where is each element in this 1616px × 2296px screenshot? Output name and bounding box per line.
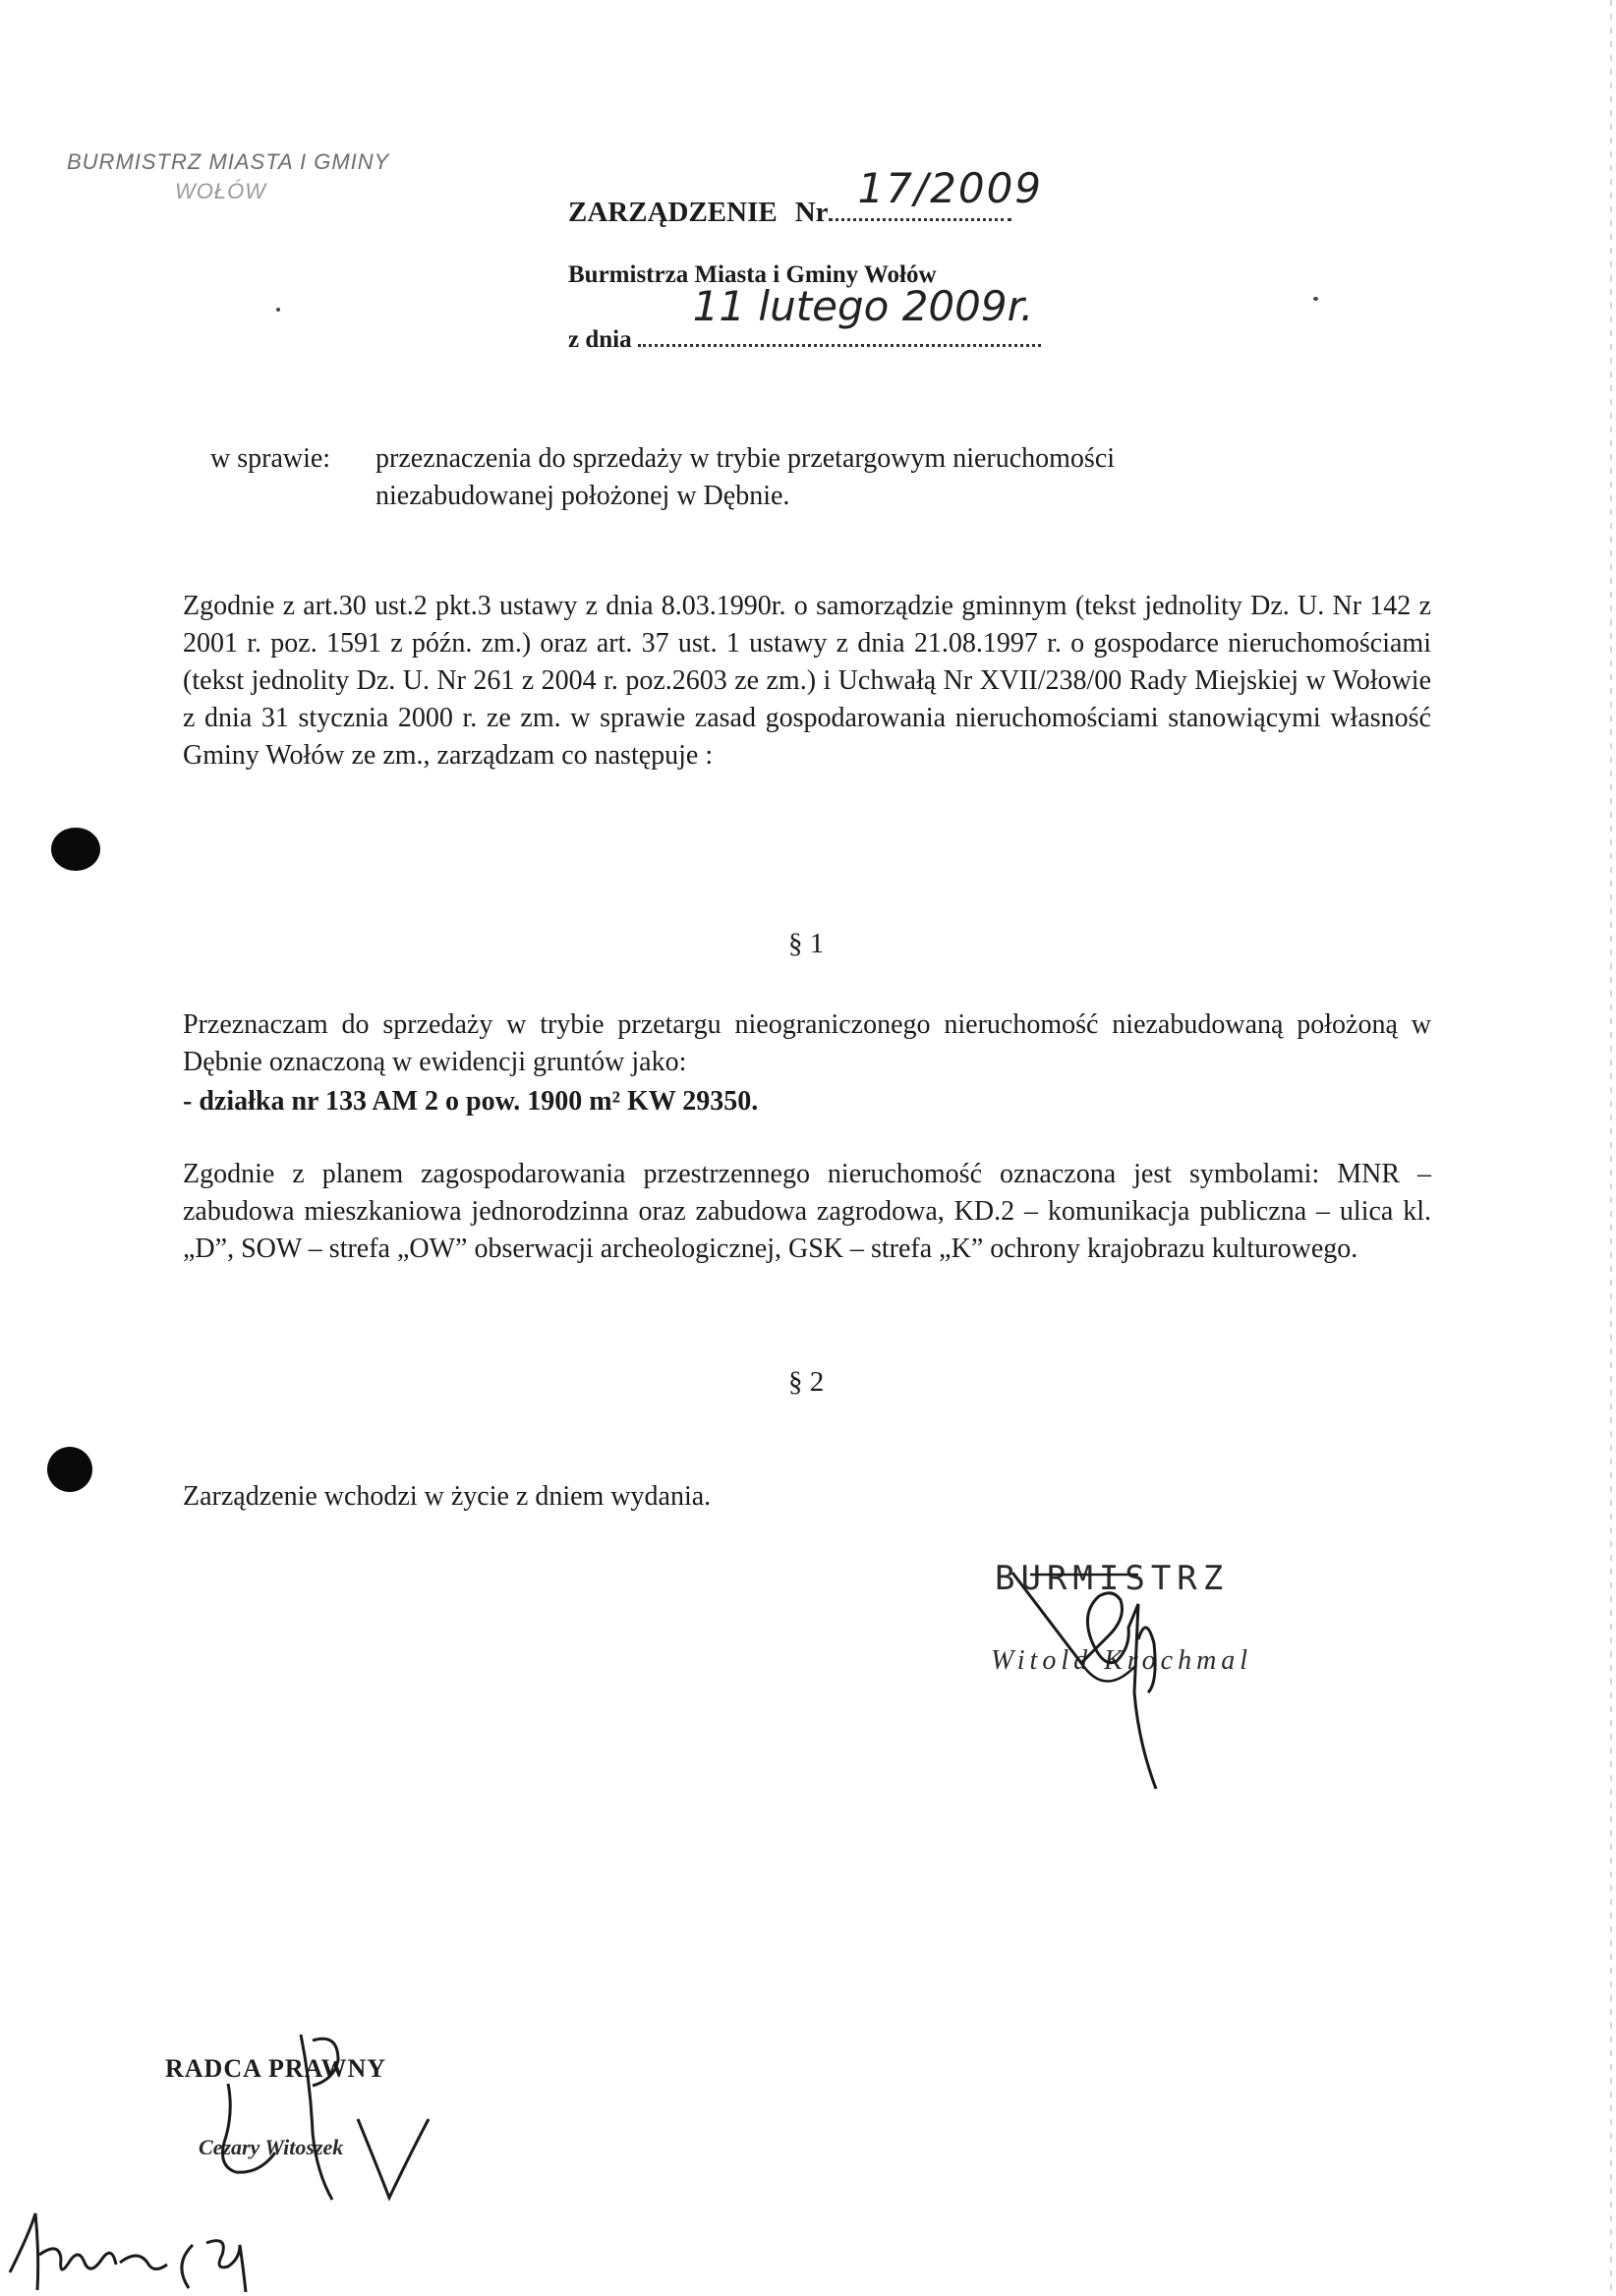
- section-1-parcel: - działka nr 133 AM 2 o pow. 1900 m² KW 29350.: [183, 1086, 759, 1117]
- burmistrz-role: BURMISTRZ: [995, 1559, 1230, 1598]
- radca-name: Cezary Witoszek: [199, 2135, 344, 2159]
- preamble: Zgodnie z art.30 ust.2 pkt.3 ustawy z dnia 8.03.1990r. o samorządzie gminnym (tekst jednolity Dz. U. Nr 142 z 2001 r. poz. 1591 z późn. zm.) oraz art. 37 ust. 1 ustawy z dnia 21.08.1997 r. o gospodarce nieruchomościami (tekst jednolity Dz. U. Nr 261 z 2004 r. poz.2603 ze zm.) i Uchwałą Nr XVII/238/00 Rady Miejskiej w Wołowie z dnia 31 stycznia 2000 r. ze zm. w sprawie zasad gospodarowania nieruchomościami stanowiącymi własność Gminy Wołów ze zm., zarządzam co następuje :: [183, 591, 1431, 771]
- scan-speck: [276, 308, 280, 312]
- section-1-plan: Zgodnie z planem zagospodarowania przestrzennego nieruchomość oznaczona jest symbolami: MNR – zabudowa mieszkaniowa jednorodzinna oraz zabudowa zagrodowa, KD.2 – komunikacja publiczna – ulica kl. „D”, SOW – strefa „OW” obserwacji archeologicznej, GSK – strefa „K” ochrony krajobrazu kulturowego.: [183, 1159, 1431, 1264]
- date-row: [568, 282, 1041, 358]
- subject-text: przeznaczenia do sprzedaży w trybie przetargowym nieruchomości niezabudowanej położonej w Dębnie.: [375, 443, 1116, 511]
- handwritten-date: 11 lutego 2009r.: [692, 282, 1034, 330]
- radca-role: RADCA PRAWNY: [165, 2054, 387, 2083]
- date-label: z dnia: [568, 326, 632, 353]
- section-2-sign: § 2: [788, 1366, 825, 1398]
- punch-hole: [51, 828, 100, 871]
- document-title: ZARZĄDZENIE: [568, 197, 778, 228]
- title-row: [568, 164, 1044, 232]
- handwritten-number: 17/2009: [857, 164, 1044, 212]
- burmistrz-signature-stamp: [991, 1545, 1345, 1801]
- number-field: [829, 164, 1044, 221]
- document-header: [568, 164, 1044, 358]
- scan-edge-artifact: [1610, 0, 1612, 2296]
- section-1-intro: Przeznaczam do sprzedaży w trybie przetargu nieograniczonego nieruchomość niezabudowaną położoną w Dębnie oznaczoną w ewidencji gruntów jako:: [183, 1009, 1431, 1077]
- office-stamp-line2: WOŁÓW: [175, 179, 266, 203]
- initials-icon: [0, 2194, 295, 2296]
- burmistrz-signature-icon: [991, 1545, 1345, 1801]
- office-stamp: [67, 147, 389, 206]
- burmistrz-name: Witold Krochmal: [991, 1645, 1253, 1676]
- radca-signature-stamp: [165, 2025, 499, 2202]
- date-field: [638, 282, 1041, 347]
- radca-signature-icon: [165, 2025, 499, 2202]
- issuer: Burmistrza Miasta i Gminy Wołów: [568, 261, 937, 288]
- section-2-text: Zarządzenie wchodzi w życie z dniem wydania.: [183, 1481, 712, 1512]
- subject: [210, 440, 1280, 515]
- subject-label: w sprawie:: [210, 443, 331, 474]
- handwritten-initials: [0, 2194, 295, 2296]
- scan-speck: [1313, 297, 1318, 301]
- section-1-sign: § 1: [788, 928, 825, 959]
- punch-hole: [47, 1447, 92, 1492]
- number-label: Nr: [794, 197, 829, 228]
- office-stamp-line1: BURMISTRZ MIASTA I GMINY: [67, 149, 390, 174]
